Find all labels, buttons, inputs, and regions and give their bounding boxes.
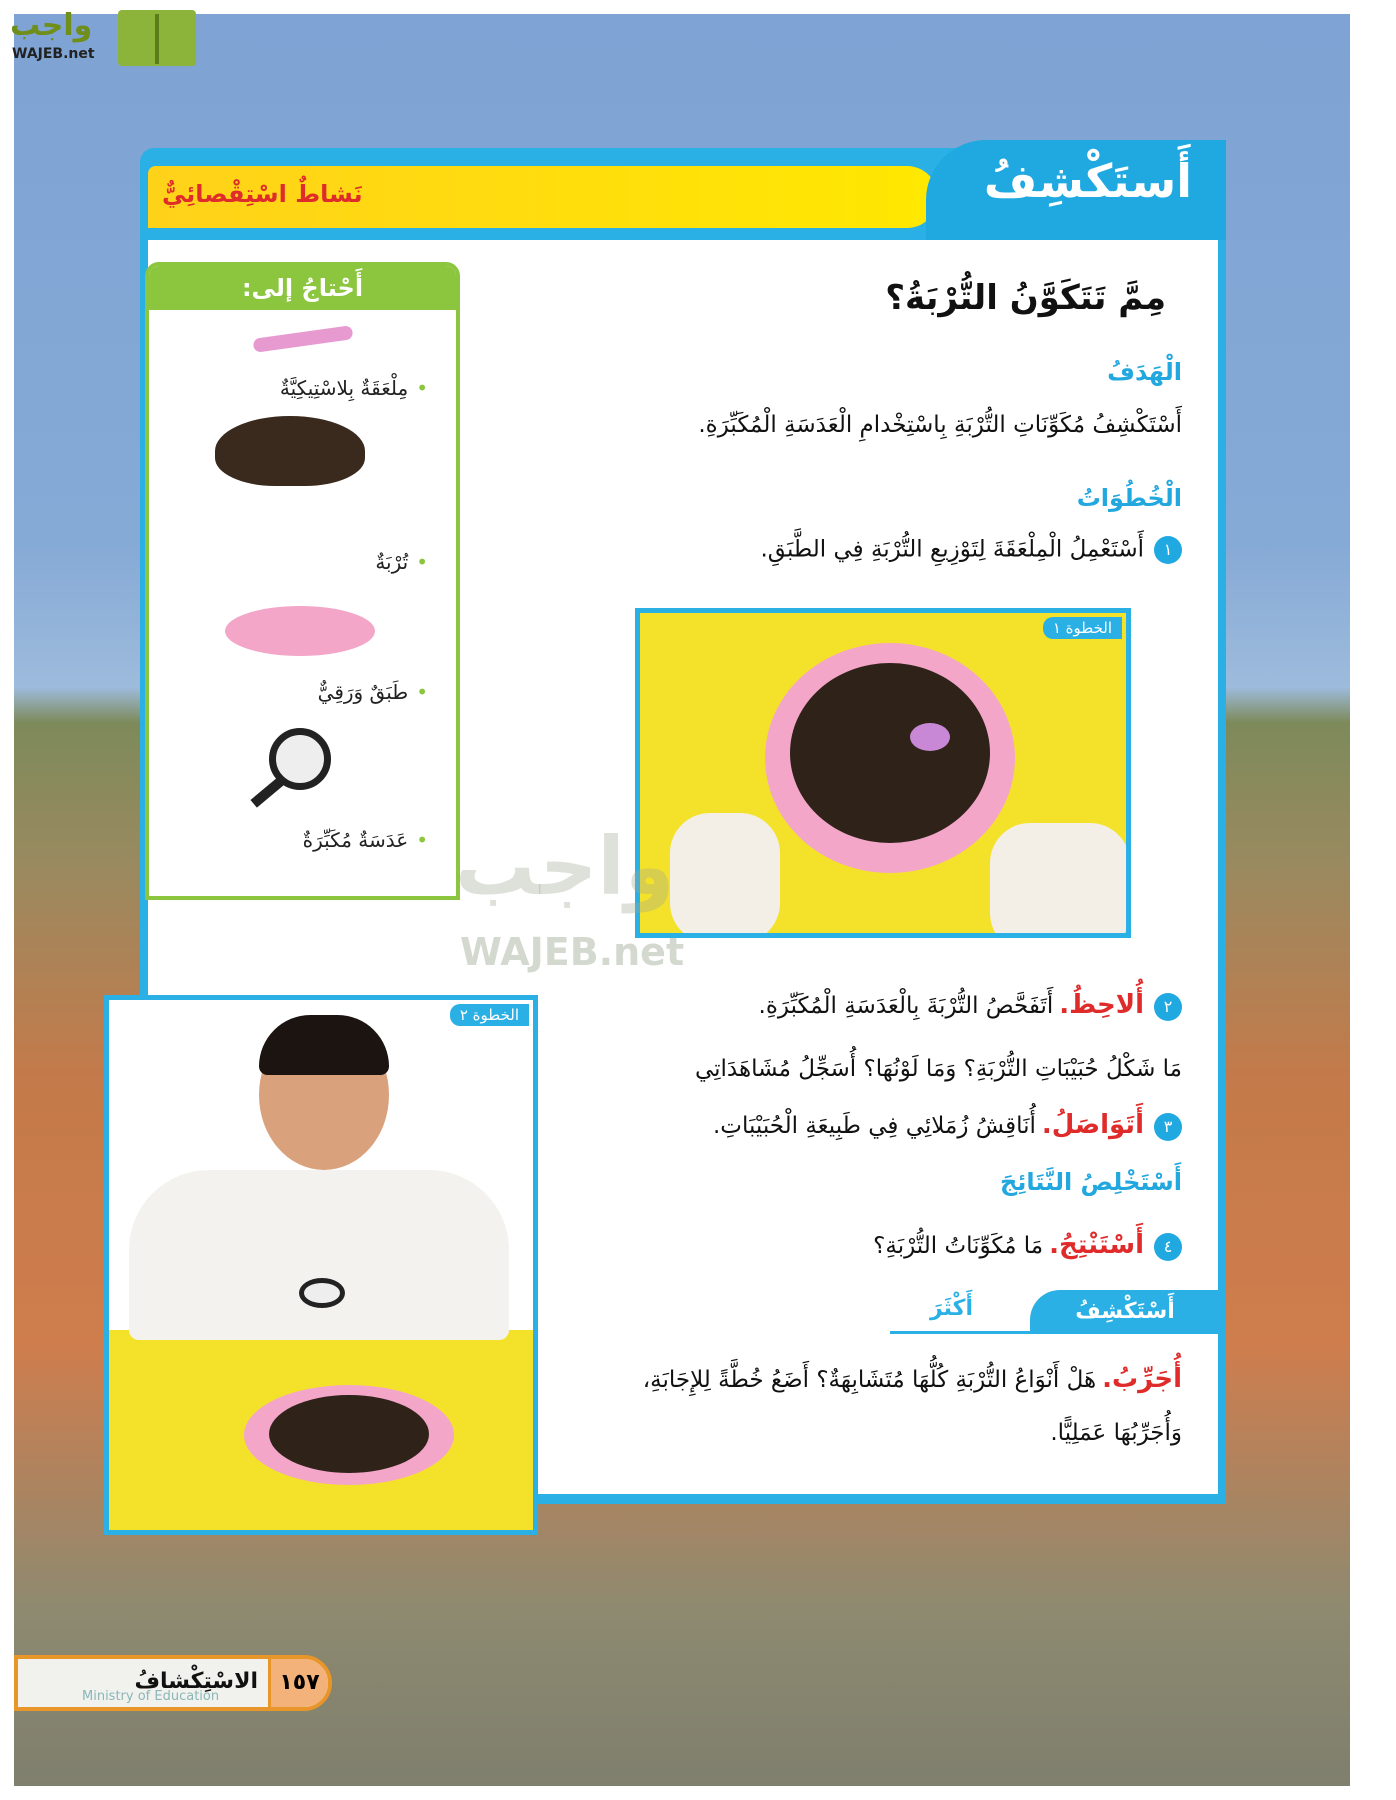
magnifier-image <box>299 1278 345 1308</box>
ministry-watermark: Ministry of Education <box>82 1689 220 1704</box>
logo-latin: WAJEB.net <box>12 46 95 62</box>
page-footer <box>14 1655 332 1711</box>
section-tab <box>926 140 1226 240</box>
question-title: مِمَّ تَتَكَوَّنُ التُّرْبَةُ؟ <box>885 278 1166 318</box>
materials-item: • طَبَقٌ وَرَقِيٌّ <box>318 680 428 704</box>
step-badge: الخطوة ١ <box>1043 617 1122 639</box>
magnifier-handle-icon <box>250 774 287 807</box>
watermark-latin: WAJEB.net <box>460 930 685 974</box>
step-badge: الخطوة ٢ <box>450 1004 529 1026</box>
boy-hair-image <box>259 1015 389 1075</box>
materials-item: • مِلْعَقَةٌ بِلاسْتِيكِيَّةٌ <box>280 376 428 400</box>
soil-icon <box>215 416 365 486</box>
explore-more-tab: أَسْتَكْشِفُ <box>1030 1290 1220 1334</box>
goal-heading: الْهَدَفُ <box>1107 358 1182 386</box>
more-tab: أَكْثَرَ <box>930 1296 974 1321</box>
activity-type-bar <box>148 166 938 228</box>
step-2-question: مَا شَكْلُ حُبَيْبَاتِ التُّرْبَةِ؟ وَمَا لَوْنُهَا؟ أُسَجِّلُ مُشَاهَدَاتِي <box>694 1056 1182 1082</box>
step-number: ١ <box>1154 536 1182 564</box>
materials-item: • تُرْبَةٌ <box>375 550 428 574</box>
soil-image <box>269 1395 429 1473</box>
logo-arabic: واجب <box>10 8 93 43</box>
step-number: ٤ <box>1154 1233 1182 1261</box>
step-text: أَسْتَعْمِلُ الْمِلْعَقَةَ لِتَوْزِيعِ التُّرْبَةِ فِي الطَّبَقِ. <box>760 536 1144 563</box>
materials-title: أَحْتاجُ إلى: <box>149 266 456 310</box>
explore-more-text <box>643 1364 1182 1394</box>
watermark-arabic: واجب <box>455 820 675 913</box>
try-label: أُجَرِّبُ. <box>1102 1364 1182 1394</box>
step-text: أُنَاقِشُ زُمَلائِي فِي طَبِيعَةِ الْحُبَيْبَاتِ. <box>712 1113 1036 1139</box>
step-1-photo <box>635 608 1131 938</box>
try-text: هَلْ أَنْوَاعُ التُّرْبَةِ كُلُّهَا مُتَشَابِهَةٌ؟ أَضَعُ خُطَّةً لِلإِجَابَةِ، <box>642 1367 1097 1393</box>
step-1 <box>760 536 1182 564</box>
hand-image <box>670 813 780 938</box>
hand-image <box>990 823 1130 938</box>
book-icon <box>118 10 196 66</box>
explore-more-tabs <box>890 1290 1220 1334</box>
section-title: أَستَكْشِفُ <box>983 154 1192 208</box>
step-label: أَسْتَنْتِجُ. <box>1049 1230 1144 1260</box>
soil-image <box>790 663 990 843</box>
activity-type: نَشاطٌ اسْتِقْصائِيٌّ <box>162 180 363 208</box>
spoon-image <box>910 723 950 751</box>
chapter-title: الاسْتِكْشافُ <box>134 1669 258 1694</box>
plate-icon <box>225 606 375 656</box>
materials-box <box>145 262 460 900</box>
step-text: مَا مُكَوِّنَاتُ التُّرْبَةِ؟ <box>873 1233 1044 1259</box>
step-label: أَتَوَاصَلُ. <box>1041 1110 1144 1140</box>
wajeb-logo[interactable] <box>10 6 190 66</box>
step-number: ٣ <box>1154 1113 1182 1141</box>
conclusion-heading: أَسْتَخْلِصُ النَّتَائِجَ <box>1000 1168 1182 1196</box>
step-label: أُلاحِظُ. <box>1059 990 1144 1020</box>
step-2-photo <box>104 995 538 1535</box>
step-3 <box>713 1110 1182 1141</box>
spoon-icon <box>253 325 354 353</box>
step-number: ٢ <box>1154 993 1182 1021</box>
goal-text: أَسْتَكْشِفُ مُكَوِّنَاتِ التُّرْبَةِ بِاسْتِخْدامِ الْعَدَسَةِ الْمُكَبِّرَةِ. <box>698 412 1182 438</box>
materials-item: • عَدَسَةٌ مُكَبِّرَةٌ <box>303 828 428 852</box>
step-text: أَتَفَحَّصُ التُّرْبَةَ بِالْعَدَسَةِ الْمُكَبِّرَةِ. <box>758 993 1054 1019</box>
page-number: ١٥٧ <box>268 1659 328 1707</box>
explore-more-text-2: وَأُجَرِّبُهَا عَمَلِيًّا. <box>1050 1420 1182 1446</box>
steps-heading: الْخُطُوَاتُ <box>1076 484 1182 512</box>
step-2 <box>759 990 1182 1021</box>
boy-shirt-image <box>129 1170 509 1340</box>
step-4 <box>873 1230 1182 1261</box>
